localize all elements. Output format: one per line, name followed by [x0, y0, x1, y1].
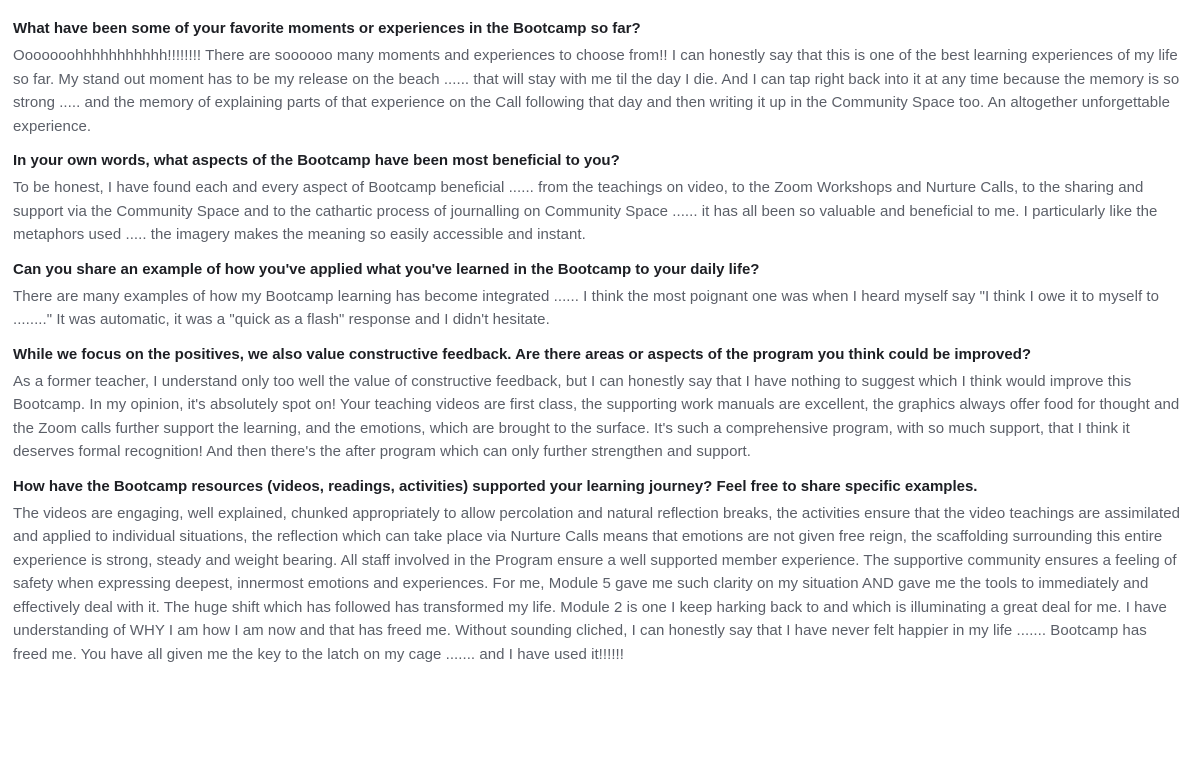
question-heading: In your own words, what aspects of the Bootcamp have been most beneficial to you?: [13, 152, 620, 169]
qa-item: [13, 259, 1191, 332]
feedback-document: [13, 18, 1191, 666]
question-heading: How have the Bootcamp resources (videos, readings, activities) supported your learning journey? Feel free to share specific examples.: [13, 477, 978, 495]
qa-item: [13, 476, 1191, 667]
answer-text: To be honest, I have found each and every aspect of Bootcamp beneficial ...... from the teachings on video, to the Zoom Workshops and Nurture Calls, to the sharing and support via the Community Space and to the cathartic process of journalling on Community Space ...... it has all been so valuable and beneficial to me. I particularly like the metaphors used ..... the imagery makes the meaning so easily accessible and instant.: [13, 179, 1158, 243]
question-heading: What have been some of your favorite moments or experiences in the Bootcamp so far?: [13, 20, 641, 37]
answer-text: The videos are engaging, well explained, chunked appropriately to allow percolation and natural reflection breaks, the activities ensure that the video teachings are assimilated and applied to individual situations, the reflection which can take place via Nurture Calls means that emotions are not given free reign, the scaffolding surrounding this entire experience is strong, steady and weight bearing. All staff involved in the Program ensure a well supported member experience. The supportive community ensures a feeling of safety when expressing deepest, innermost emotions and experiences. For me, Module 5 gave me such clarity on my situation AND gave me the tools to immediately and effectively deal with it. The huge shift which has followed has transformed my life. Module 2 is one I keep harking back to and which is illuminating a great deal for me. I have understanding of WHY I am how I am now and that has freed me. Without sounding cliched, I can honestly say that I have never felt happier in my life ....... Bootcamp has freed me. You have all given me the key to the latch on my cage ....... and I have used it!!!!!!: [13, 504, 1181, 663]
answer-text: There are many examples of how my Bootcamp learning has become integrated ...... I think the most poignant one was when I heard myself say "I think I owe it to myself to ........" It was automatic, it was a "quick as a flash" response and I didn't hesitate.: [13, 287, 1160, 328]
question-heading: While we focus on the positives, we also value constructive feedback. Are there areas or aspects of the program you think could be improved?: [13, 345, 1032, 363]
answer-text: Ooooooohhhhhhhhhhh!!!!!!!! There are soooooo many moments and experiences to choose from!! I can honestly say that this is one of the best learning experiences of my life so far. My stand out moment has to be my release on the beach ...... that will stay with me til the day I die. And I can tap right back into it at any time because the memory is so strong ..... and the memory of explaining parts of that experience on the Call following that day and then writing it up in the Community Space too. An altogether unforgettable experience.: [13, 47, 1180, 135]
qa-item: [13, 344, 1191, 464]
qa-item: [13, 18, 1191, 138]
question-heading: Can you share an example of how you've applied what you've learned in the Bootcamp to your daily life?: [13, 260, 760, 278]
answer-text: As a former teacher, I understand only too well the value of constructive feedback, but I can honestly say that I have nothing to suggest which I think would improve this Bootcamp. In my opinion, it's absolutely spot on! Your teaching videos are first class, the supporting work manuals are excellent, the graphics always offer food for thought and the Zoom calls further support the learning, and the emotions, which are brought to the surface. It's such a comprehensive program, with so much support, that I think it deserves formal recognition! And then there's the after program which can only further strengthen and support.: [13, 372, 1180, 460]
qa-item: [13, 150, 1191, 247]
